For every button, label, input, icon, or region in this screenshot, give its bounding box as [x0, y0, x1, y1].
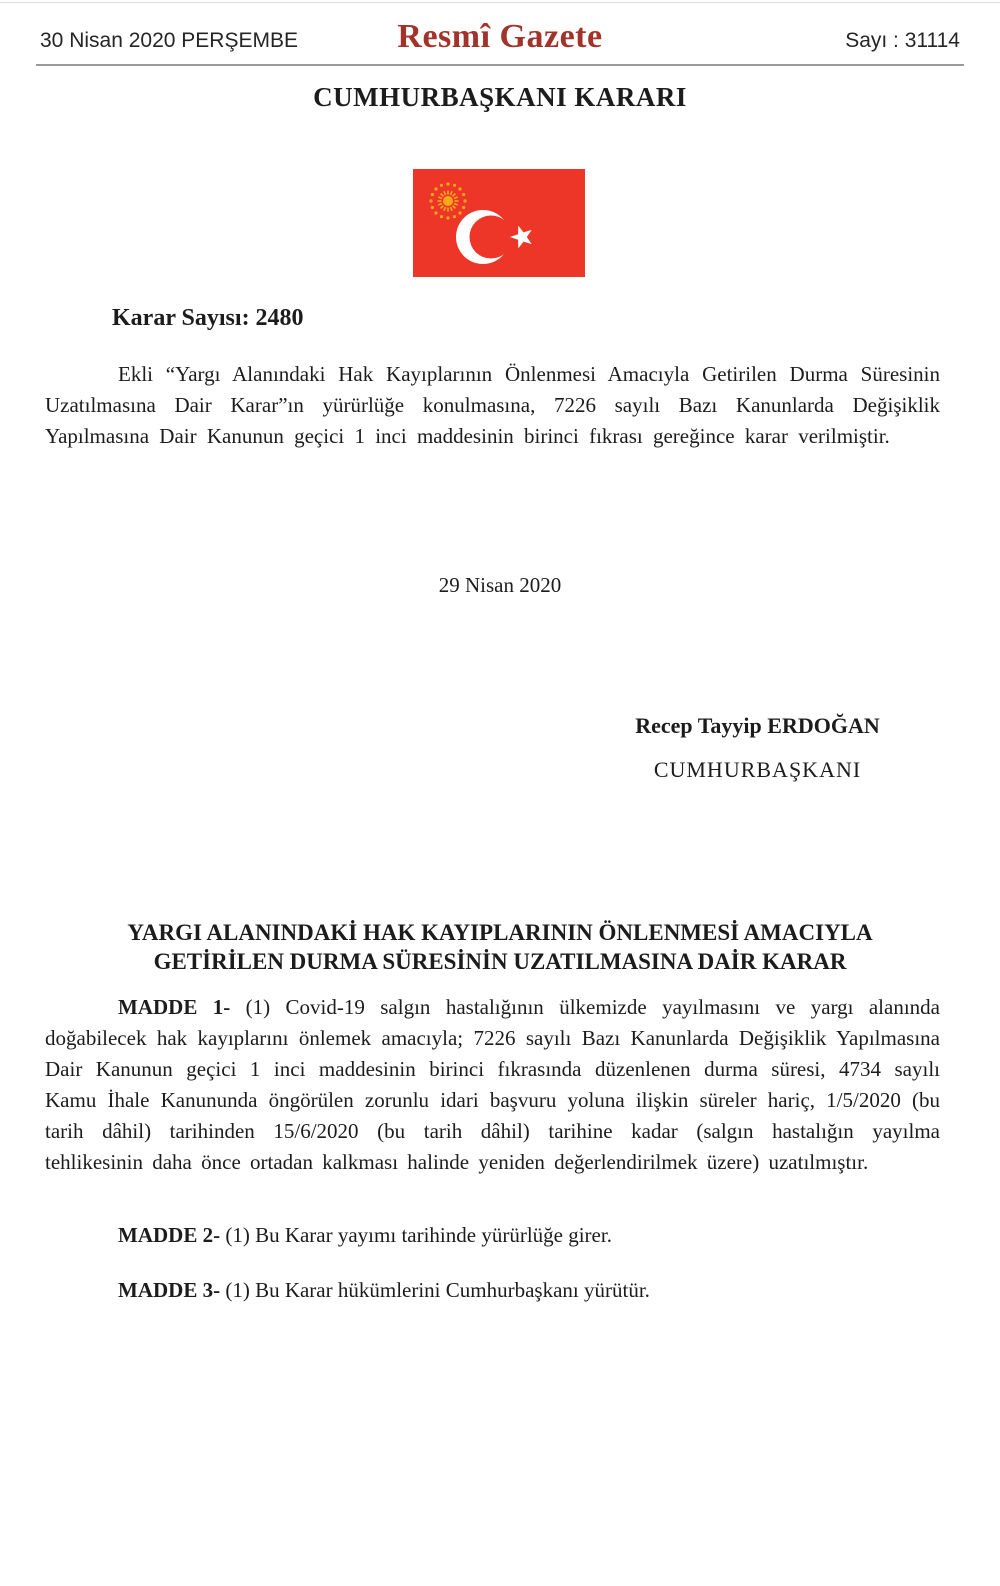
decision-date: 29 Nisan 2020: [438, 573, 562, 597]
article-1-text: (1) Covid-19 salgın hastalığının ülkemizde yayılmasını ve yargı alanında doğabilecek hak kayıplarını önlemek amacıyla; 7226 sayılı Bazı Kanunlarda Değişiklik Yapılmasına Dair Kanunun geçici 1 inci maddesinin birinci fıkrasında düzenlenen durma süresi, 4734 sayılı Kamu İhale Kanununda öngörülen zorunlu idari başvuru yoluna ilişkin süreler hariç, 1/5/2020 (bu tarih dâhil) tarihinden 15/6/2020 (bu tarih dâhil) tarihine kadar (salgın hastalığın yayılma tehlikesinin daha önce ortadan kalkması halinde yeniden değerlendirilmek üzere) uzatılmıştır.: [45, 995, 940, 1174]
annex-title: [0, 918, 1000, 976]
article-1: [45, 992, 940, 1178]
signature-block: [515, 713, 1000, 783]
masthead-divider: [36, 64, 964, 66]
annex-title-line2: GETİRİLEN DURMA SÜRESİNİN UZATILMASINA DAİR KARAR: [153, 949, 847, 974]
article-3-text: (1) Bu Karar hükümlerini Cumhurbaşkanı yürütür.: [220, 1278, 650, 1302]
turkish-flag-icon: [413, 169, 585, 277]
article-3: [45, 1275, 940, 1306]
article-3-label: MADDE 3-: [118, 1278, 221, 1302]
gazette-issue-number: Sayı : 31114: [845, 29, 960, 52]
article-2-label: MADDE 2-: [118, 1223, 221, 1247]
gazette-date: 30 Nisan 2020 PERŞEMBE: [40, 29, 298, 52]
annex-title-line1: YARGI ALANINDAKİ HAK KAYIPLARININ ÖNLENMESİ AMACIYLA: [127, 920, 873, 945]
article-2: [45, 1220, 940, 1251]
decision-number: Karar Sayısı: 2480: [112, 305, 304, 331]
signatory-name: Recep Tayyip ERDOĞAN: [635, 713, 880, 738]
gazette-masthead: Resmî Gazete: [397, 18, 603, 55]
article-2-text: (1) Bu Karar yayımı tarihinde yürürlüğe girer.: [220, 1223, 612, 1247]
signatory-title: CUMHURBAŞKANI: [653, 757, 862, 782]
intro-paragraph: Ekli “Yargı Alanındaki Hak Kayıplarının Önlenmesi Amacıyla Getirilen Durma Süresinin Uzatılmasına Dair Karar”ın yürürlüğe konulmasına, 7226 sayılı Bazı Kanunlarda Değişiklik Yapılmasına Dair Kanunun geçici 1 inci maddesinin birinci fıkrası gereğince karar verilmiştir.: [45, 362, 940, 448]
top-border-line: [0, 2, 1000, 3]
article-1-label: MADDE 1-: [118, 995, 231, 1019]
document-title: CUMHURBAŞKANI KARARI: [313, 82, 687, 112]
